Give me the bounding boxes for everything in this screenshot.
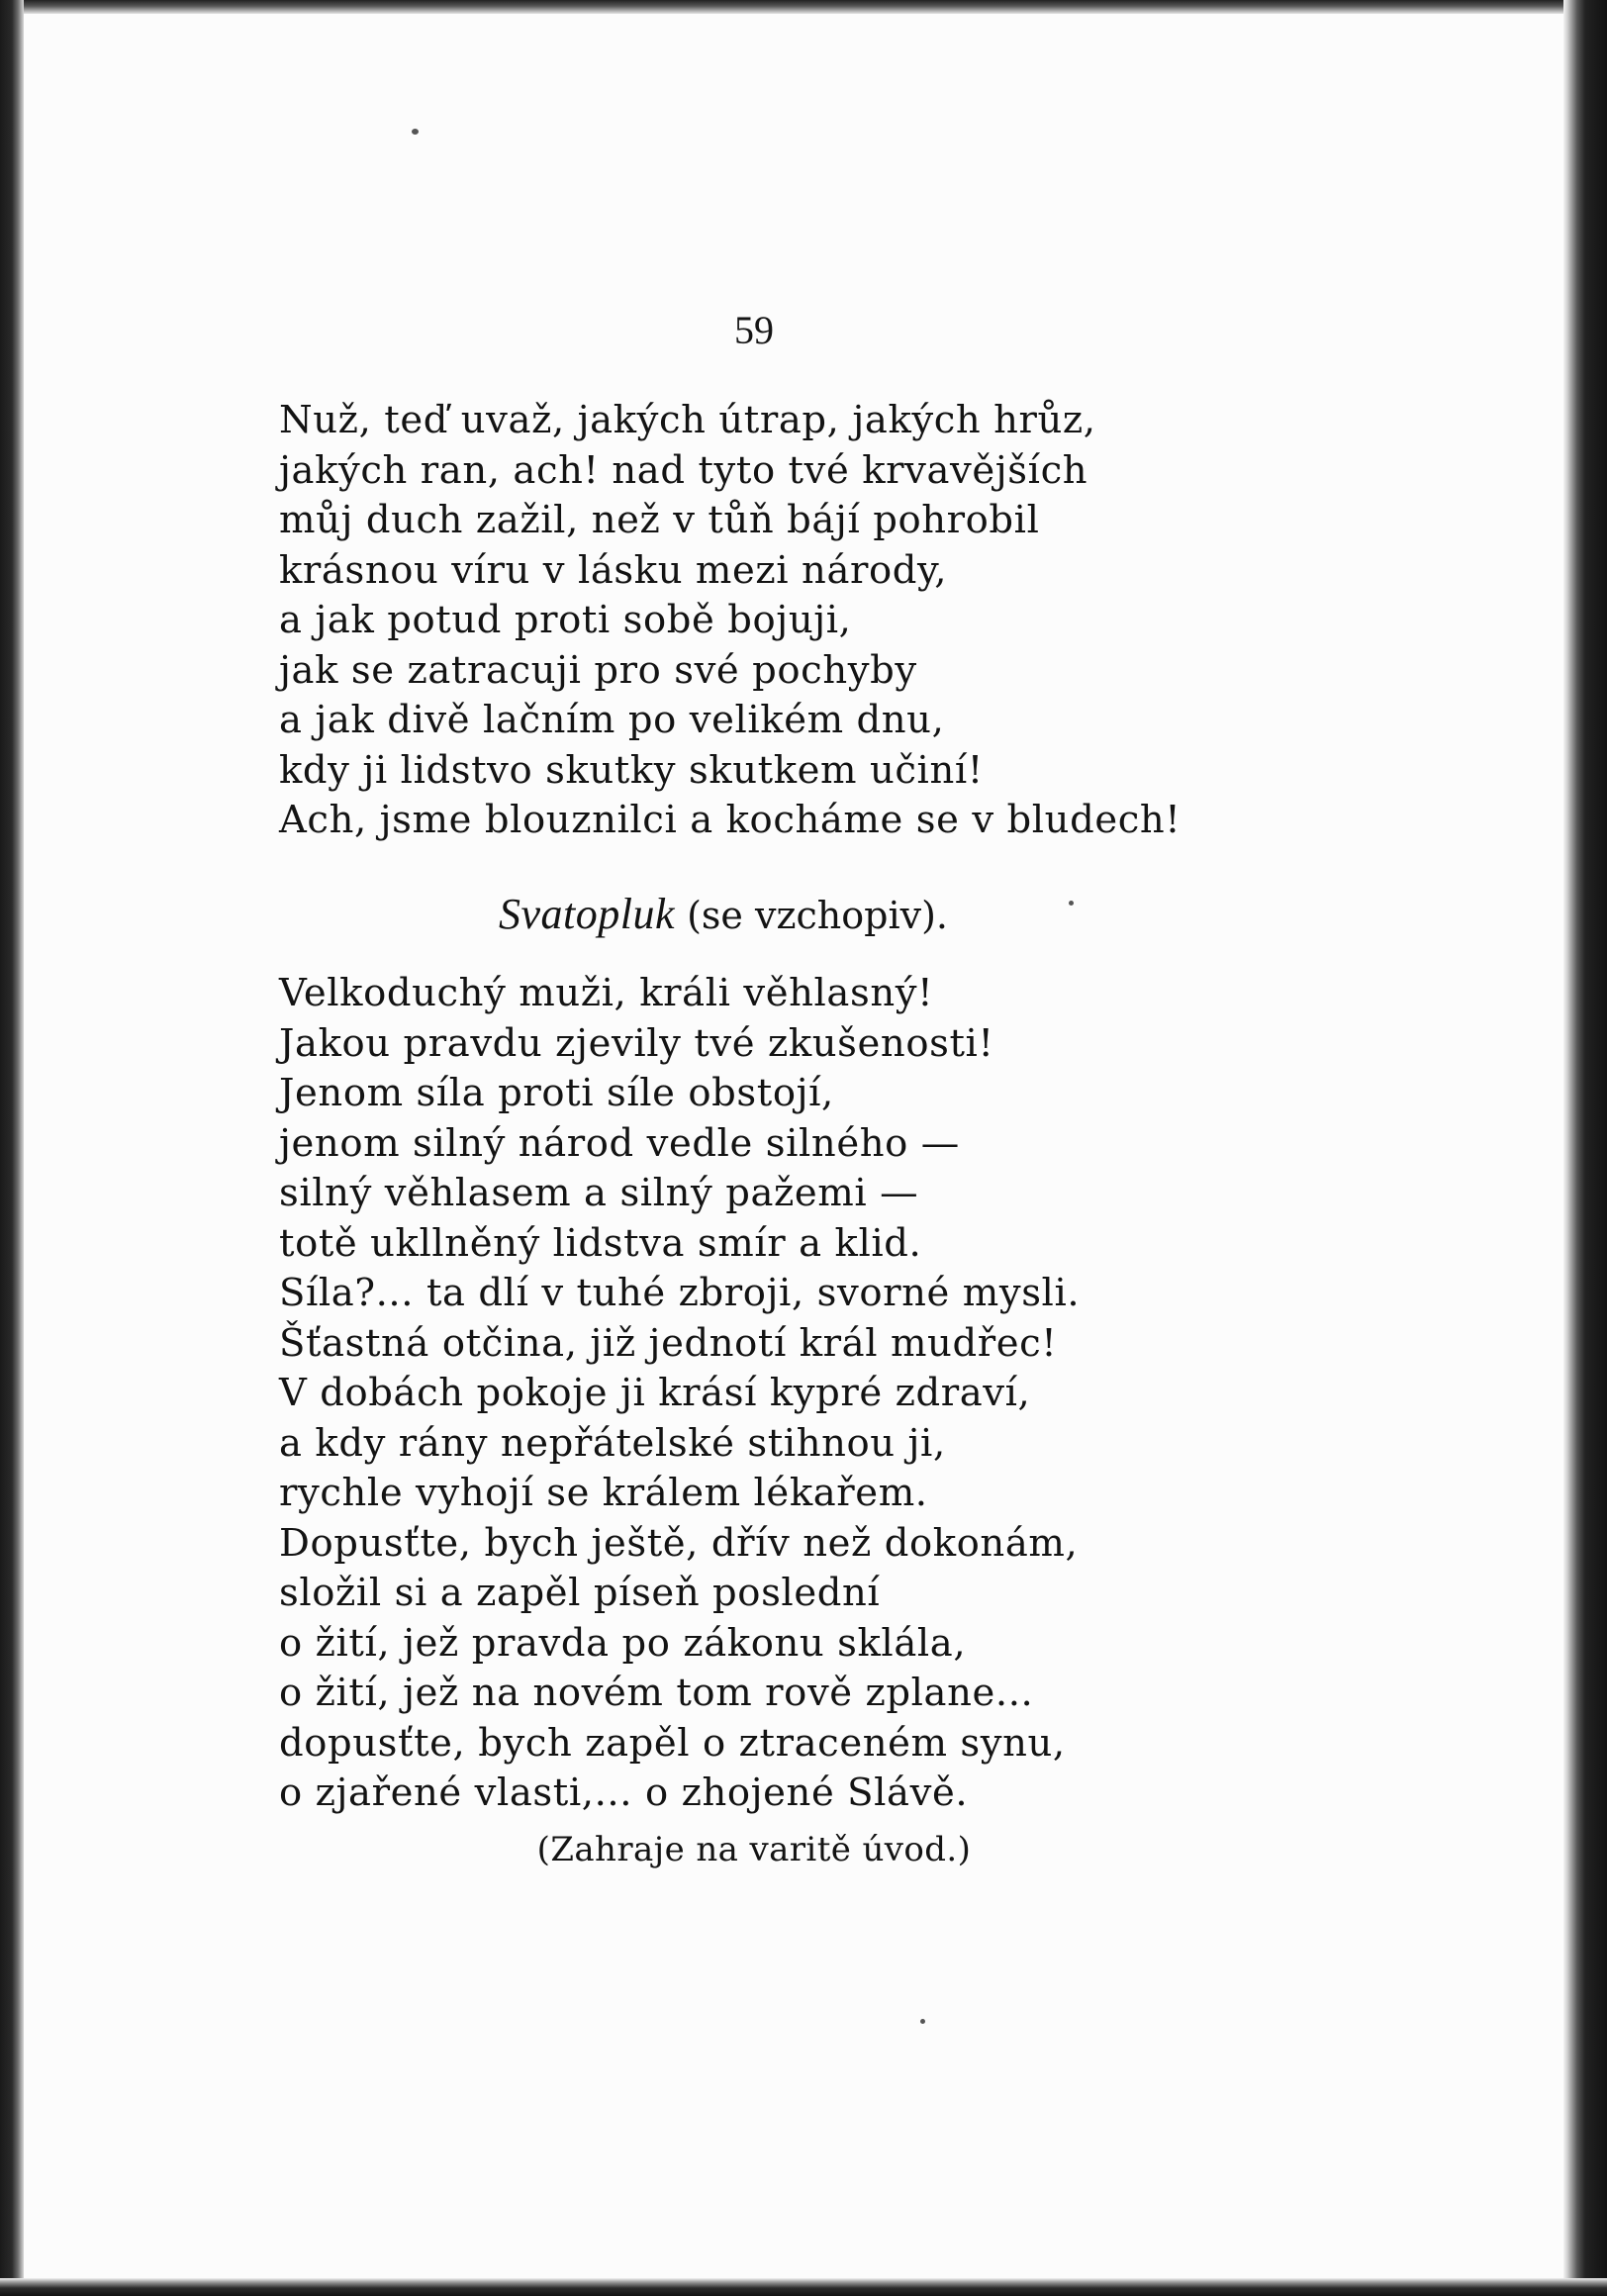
verse-line: Ach, jsme blouznilci a kocháme se v bludech! bbox=[279, 798, 1182, 842]
stage-direction: (Zahraje na varitě úvod.) bbox=[536, 1830, 972, 1869]
verse-line: a jak divě lačním po velikém dnu, bbox=[279, 698, 945, 742]
verse-line: jenom silný národ vedle silného — bbox=[279, 1120, 960, 1166]
verse-block-after-speaker bbox=[279, 969, 1080, 1819]
verse-line: V dobách pokoje ji krásí kypré zdraví, bbox=[279, 1371, 1031, 1415]
verse-block-before-speaker bbox=[279, 396, 1181, 846]
verse-line: krásnou víru v lásku mezi národy, bbox=[279, 547, 948, 593]
verse-line: dopusťte, bych zapěl o ztraceném synu, bbox=[279, 1720, 1066, 1766]
verse-line: Nuž, teď uvaž, jakých útrap, jakých hrůz, bbox=[279, 398, 1096, 442]
verse-line: Jakou pravdu zjevily tvé zkušenosti! bbox=[279, 1020, 994, 1066]
scan-border-top bbox=[0, 0, 1607, 14]
verse-line: jakých ran, ach! nad tyto tvé krvavějších bbox=[279, 447, 1088, 493]
scan-border-left bbox=[0, 0, 24, 2296]
verse-line: Šťastná otčina, již jednotí král mudřec! bbox=[279, 1320, 1058, 1366]
speaker-name: Svatopluk bbox=[499, 890, 676, 938]
verse-line: silný věhlasem a silný pažemi — bbox=[279, 1171, 919, 1215]
verse-line: kdy ji lidstvo skutky skutkem učiní! bbox=[279, 747, 984, 793]
verse-line: Síla?... ta dlí v tuhé zbroji, svorné mysli. bbox=[279, 1271, 1081, 1315]
verse-line: Dopusťte, bych ještě, dřív než dokonám, bbox=[279, 1520, 1079, 1566]
paper-sheet bbox=[24, 14, 1563, 2278]
scan-border-bottom bbox=[0, 2278, 1607, 2296]
verse-line: můj duch zažil, než v tůň bájí pohrobil bbox=[279, 498, 1040, 542]
dust-speck bbox=[412, 129, 419, 135]
verse-line: o žití, jež na novém tom rově zplane... bbox=[279, 1671, 1034, 1715]
dust-speck bbox=[1069, 901, 1074, 906]
speaker-direction: (se vzchopiv). bbox=[687, 894, 948, 937]
verse-line: o zjařené vlasti,... o zhojené Slávě. bbox=[279, 1770, 969, 1815]
verse-line: rychle vyhojí se králem lékařem. bbox=[279, 1471, 928, 1515]
dust-speck bbox=[920, 2019, 925, 2024]
page-number: 59 bbox=[734, 308, 774, 352]
verse-line: Jenom síla proti síle obstojí, bbox=[279, 1071, 834, 1115]
verse-line: totě ukllněný lidstva smír a klid. bbox=[279, 1220, 922, 1266]
verse-line: složil si a zapěl píseň poslední bbox=[279, 1571, 881, 1615]
verse-line: a kdy rány nepřátelské stihnou ji, bbox=[279, 1420, 946, 1466]
speaker-heading bbox=[499, 889, 948, 939]
verse-line: jak se zatracuji pro své pochyby bbox=[279, 647, 917, 693]
scan-border-right bbox=[1563, 0, 1607, 2296]
verse-line: o žití, jež pravda po zákonu sklála, bbox=[279, 1620, 967, 1666]
verse-line: a jak potud proti sobě bojuji, bbox=[279, 598, 852, 642]
verse-line: Velkoduchý muži, králi věhlasný! bbox=[279, 971, 934, 1015]
